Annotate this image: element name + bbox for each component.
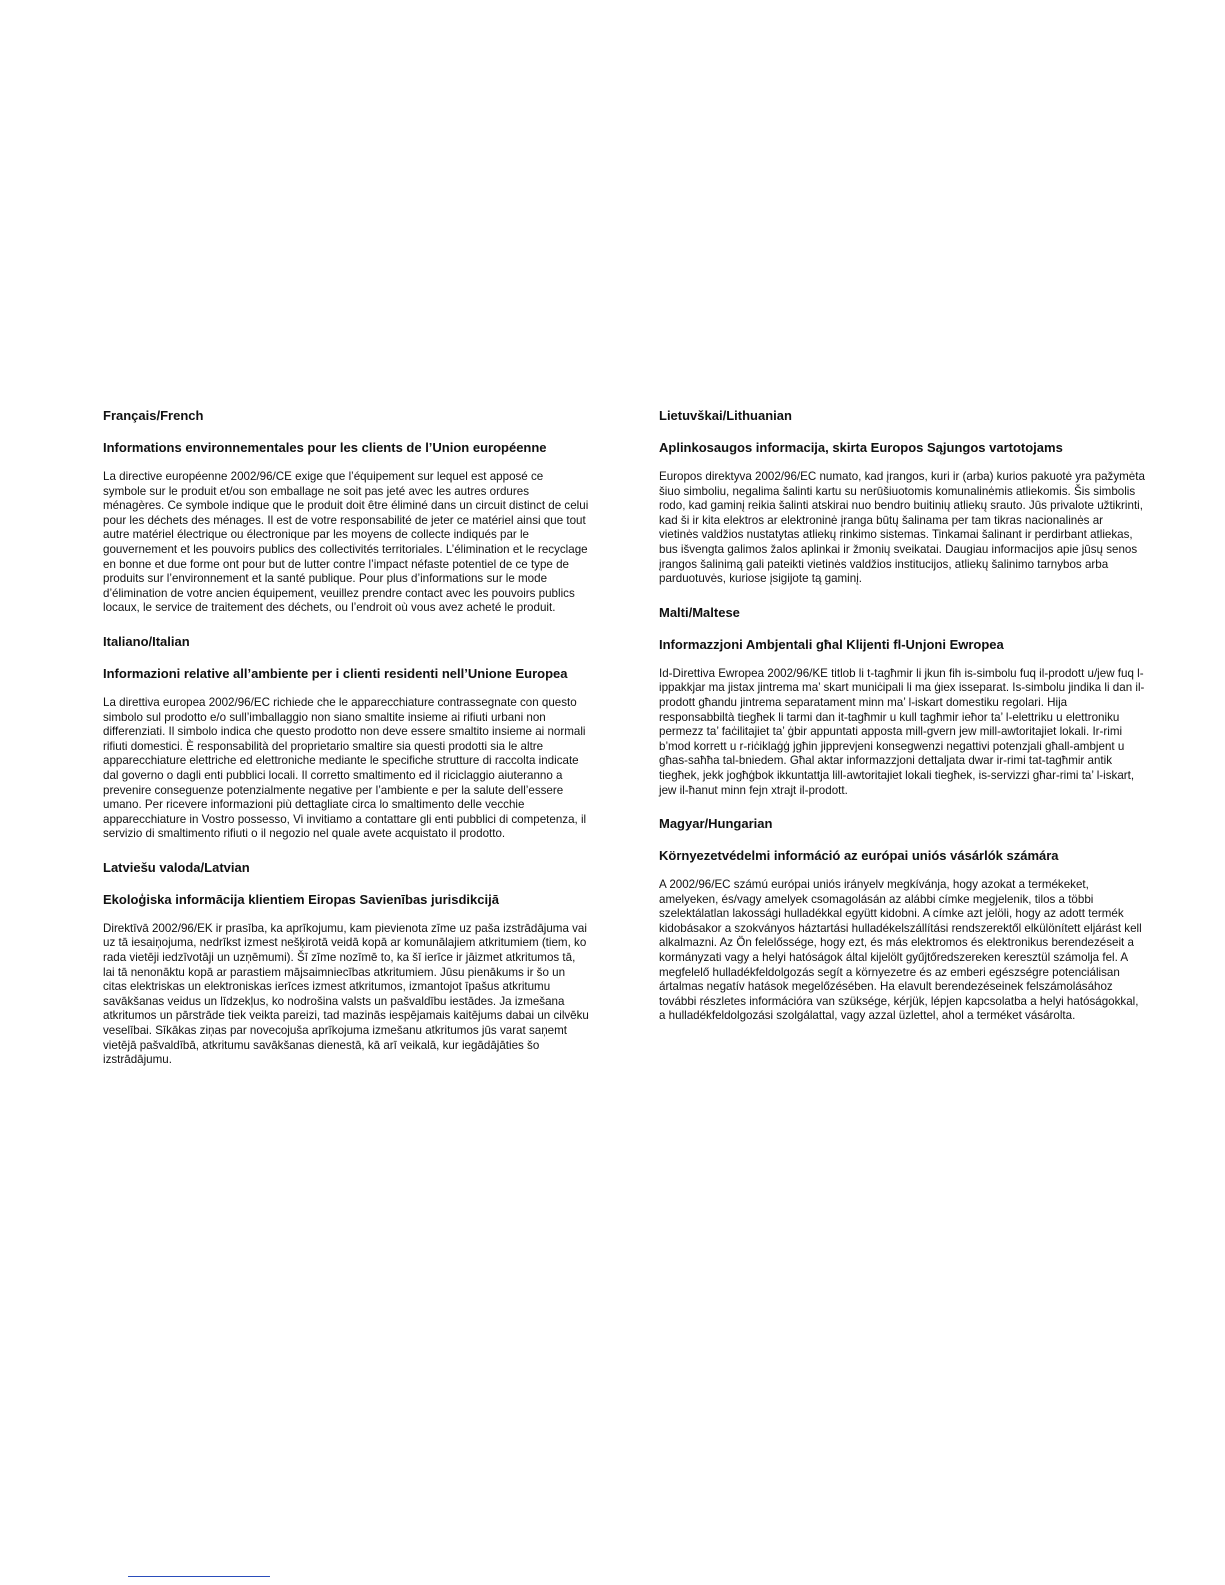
section-body: La directive européenne 2002/96/CE exige que l’équipement sur lequel est apposé ce symbole sur le produit et/ou son emballage ne soit pas jeté avec les autres ordures ménagères. Ce symbole indique que le produit doit être éliminé dans un circuit distinct de celui pour les déchets des ménages. Il est de votre responsabilité de jeter ce matériel ainsi que tout autre matériel électrique ou électronique par les moyens de collecte indiqués par le gouvernement et les pouvoirs publics des collectivités territoriales. L’élimination et le recyclage en bonne et due forme ont pour but de lutter contre l’impact néfaste potentiel de ce type de produits sur l’environnement et la santé publique. Pour plus d’informations sur le mode d’élimination de votre ancien équipement, veuillez prendre contact avec les pouvoirs publics locaux, le service de traitement des déchets, ou l’endroit où vous avez acheté le produit. xyxy=(103,470,589,615)
footnote-separator xyxy=(128,1576,270,1577)
section-heading: Informazzjoni Ambjentali għal Klijenti fl-Unjoni Ewropea xyxy=(659,636,1004,652)
section-lithuanian xyxy=(659,408,1145,587)
section-body: A 2002/96/EC számú európai uniós irányelv megkívánja, hogy azokat a termékeket, amelyeken, és/vagy amelyek csomagolásán az alábbi címke megjelenik, tilos a többi szelektálatlan lakossági hulladékkal együtt kidobni. A címke azt jelöli, hogy az adott termék kidobásakor a szokványos háztartási hulladékelszállítási rendszerektől elkülönített eljárást kell alkalmazni. Az Ön felelőssége, hogy ezt, és más elektromos és elektronikus berendezéseit a kormányzati vagy a helyi hatóságok által kijelölt gyűjtőredszereken keresztül számolja fel. A megfelelő hulladékfeldolgozás segít a környezetre és az emberi egészségre potenciálisan ártalmas negatív hatások megelőzésében. Ha elavult berendezéseinek felszámolásához további részletes információra van szüksége, kérjük, lépjen kapcsolatba a helyi hatóságokkal, a hulladékfeldolgozási szolgálattal, vagy azzal üzlettel, ahol a terméket vásárolta. xyxy=(659,878,1142,1023)
right-column xyxy=(659,408,1145,1042)
section-body: Europos direktyva 2002/96/EC numato, kad įrangos, kuri ir (arba) kurios pakuotė yra pažymėta šiuo simboliu, negalima šalinti kartu su nerūšiuotomis komunalinėmis atliekomis. Šis simbolis rodo, kad gaminį reikia šalinti atskirai nuo bendro buitinių atliekų srauto. Jūs privalote užtikrinti, kad ši ir kita elektros ar elektroninė įranga būtų šalinama per tam tikras nacionalinės ar vietinės valdžios nustatytas atliekų rinkimo sistemas. Tinkamai šalinant ir perdirbant atliekas, bus išvengta galimos žalos aplinkai ir žmonių sveikatai. Daugiau informacijos apie jūsų senos įrangos šalinimą gali pateikti vietinės valdžios institucijos, atliekų šalinimo tarnybos arba parduotuvės, kuriose įsigijote tą gaminį. xyxy=(659,470,1145,586)
language-title: Français/French xyxy=(103,408,204,423)
section-body: La direttiva europea 2002/96/EC richiede che le apparecchiature contrassegnate con questo simbolo sul prodotto e/o sull’imballaggio non siano smaltite insieme ai rifiuti urbani non differenziati. Il simbolo indica che questo prodotto non deve essere smaltito insieme ai normali rifiuti domestici. È responsabilità del proprietario smaltire sia questi prodotti sia le altre apparecchiature elettriche ed elettroniche mediante le specifiche strutture di raccolta indicate dal governo o dagli enti pubblici locali. Il corretto smaltimento ed il riciclaggio aiuteranno a prevenire conseguenze potenzialmente negative per l’ambiente e per la salute dell’essere umano. Per ricevere informazioni più dettagliate circa lo smaltimento delle vecchie apparecchiature in Vostro possesso, Vi invitiamo a contattare gli enti pubblici di competenza, il servizio di smaltimento rifiuti o il negozio nel quale avete acquistato il prodotto. xyxy=(103,695,587,841)
section-body: Direktīvā 2002/96/EK ir prasība, ka aprīkojumu, kam pievienota zīme uz paša izstrādājuma vai uz tā iesaiņojuma, nedrīkst izmest nešķirotā veidā kopā ar komunālajiem atkritumiem (tiem, ko rada vietēji iedzīvotāji un uzņēmumi). Šī zīme nozīmē to, ka šī ierīce ir jāizmet atkritumos tā, lai tā nenonāktu kopā ar parastiem mājsaimniecības atkritumiem. Jūsu pienākums ir šo un citas elektriskas un elektroniskas ierīces izmest atkritumos, izmantojot īpašus atkritumu savākšanas veidus un līdzekļus, ko nodrošina valsts un pašvaldību iestādes. Ja izmešana atkritumos un pārstrāde tiek veikta pareizi, tad mazinās iespējamais kaitējums dabai un cilvēku veselībai. Sīkākas ziņas par novecojuša aprīkojuma izmešanu atkritumos jūs varat saņemt vietējā pašvaldībā, atkritumu savākšanas dienestā, kā arī veikalā, kur iegādājāties šo izstrādājumu. xyxy=(103,921,589,1067)
section-heading: Környezetvédelmi információ az európai uniós vásárlók számára xyxy=(659,848,1059,864)
language-title: Latviešu valoda/Latvian xyxy=(103,859,250,875)
language-title: Magyar/Hungarian xyxy=(659,816,773,832)
section-latvian xyxy=(103,860,589,1068)
section-italian xyxy=(103,634,589,842)
section-body: Id-Direttiva Ewropea 2002/96/KE titlob li t-tagħmir li jkun fih is-simbolu fuq il-prodott u/jew fuq l-ippakkjar ma jistax jintrema ma’ skart muniċipali li ma ġiex isseparat. Is-simbolu jindika li dan il-prodott għandu jintrema separatament minn ma’ l-iskart domestiku regolari. Hija responsabbiltà tiegħek li tarmi dan it-tagħmir u kull tagħmir ieħor ta’ l-elettriku u elettroniku permezz ta’ faċilitajiet ta’ ġbir appuntati apposta mill-gvern jew mill-awtoritajiet lokali. Ir-rimi b’mod korrett u r-riċiklaġġ jgħin jipprevjeni konsegwenzi negattivi potenzjali għall-ambjent u għas-saħħa tal-bniedem. Għal aktar informazzjoni dettaljata dwar ir-rimi tat-tagħmir antik tiegħek, jekk jogħġbok ikkuntattja lill-awtoritajiet lokali tiegħek, is-servizzi għar-rimi ta’ l-iskart, jew il-ħanut minn fejn xtrajt il-prodott. xyxy=(659,666,1145,797)
left-column xyxy=(103,408,589,1086)
section-heading: Informations environnementales pour les clients de l’Union européenne xyxy=(103,440,547,455)
section-maltese xyxy=(659,605,1145,798)
section-heading: Informazioni relative all’ambiente per i clienti residenti nell’Unione Europea xyxy=(103,665,568,681)
language-title: Italiano/Italian xyxy=(103,633,190,649)
language-title: Lietuvškai/Lithuanian xyxy=(659,408,792,423)
section-heading: Aplinkosaugos informacija, skirta Europos Sąjungos vartotojams xyxy=(659,440,1063,455)
section-heading: Ekoloģiska informācija klientiem Eiropas Savienības jurisdikcijā xyxy=(103,891,499,907)
section-hungarian xyxy=(659,816,1145,1024)
language-title: Malti/Maltese xyxy=(659,604,740,620)
section-french xyxy=(103,408,589,616)
